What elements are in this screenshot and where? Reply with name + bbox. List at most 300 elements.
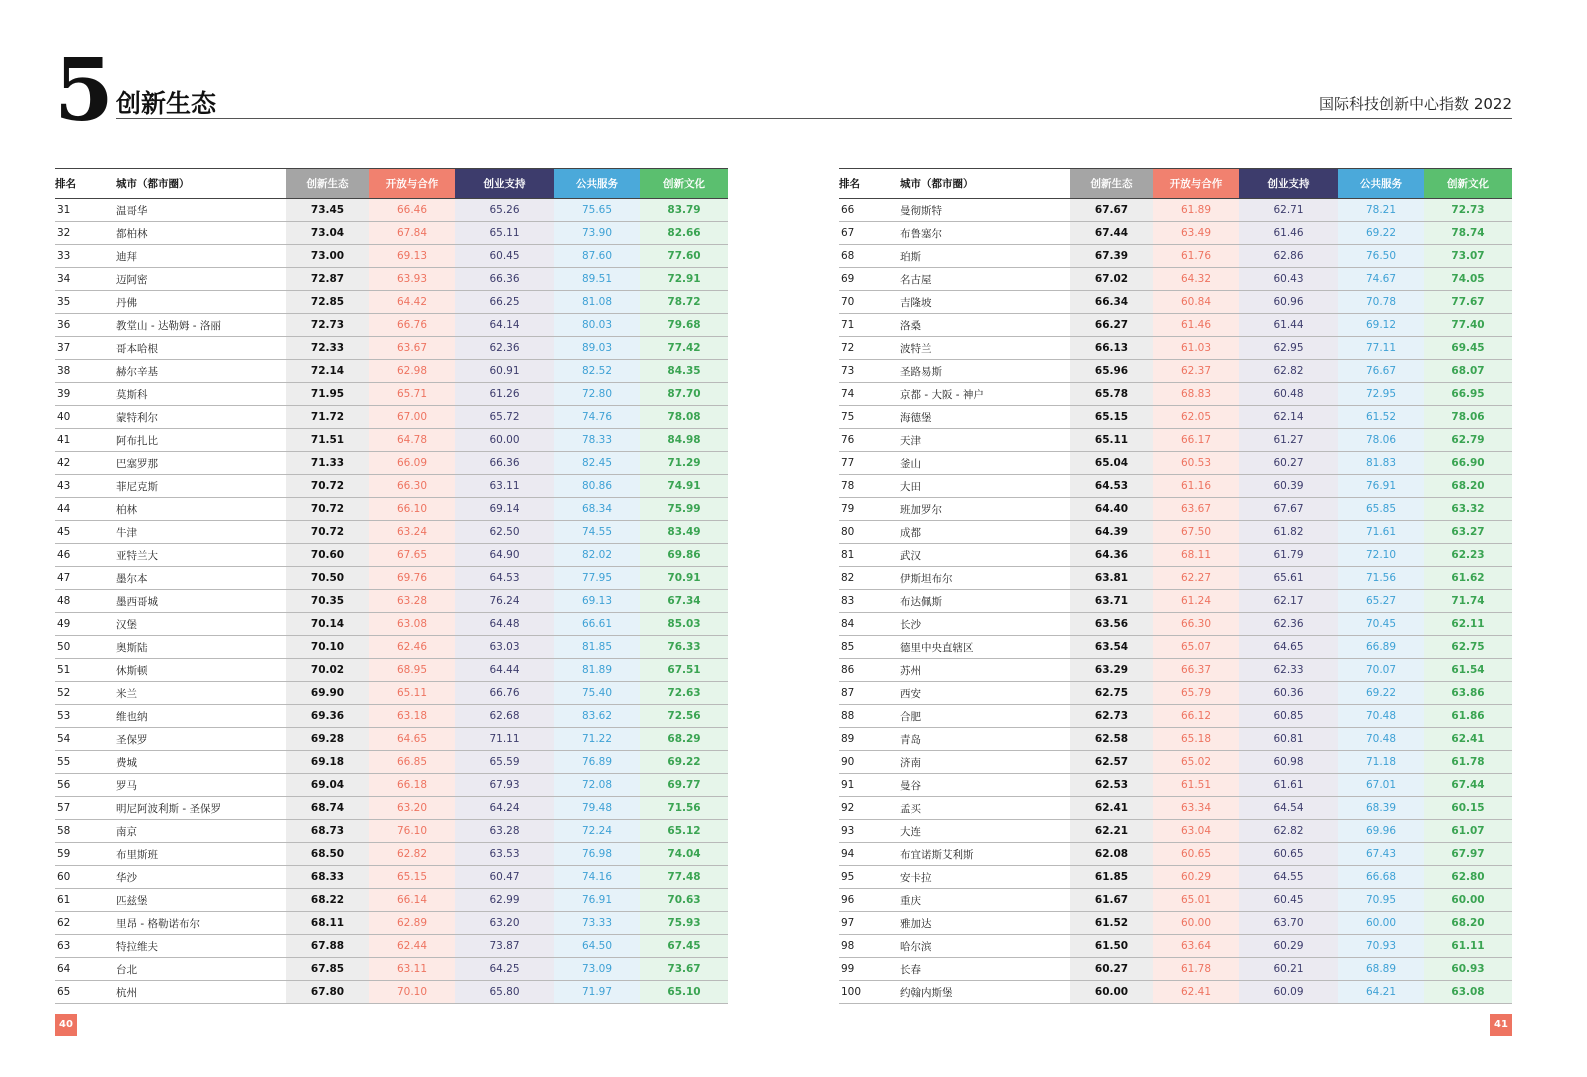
openness-score-cell: 61.78 [1153, 958, 1239, 981]
city-cell: 费城 [116, 751, 286, 774]
public-service-score-cell: 64.50 [554, 935, 640, 958]
culture-score-cell: 67.44 [1424, 774, 1512, 797]
startup-score-cell: 60.09 [1239, 981, 1338, 1004]
city-cell: 丹佛 [116, 291, 286, 314]
city-cell: 曼谷 [900, 774, 1070, 797]
rank-cell: 72 [839, 337, 900, 360]
city-cell: 班加罗尔 [900, 498, 1070, 521]
ecosystem-score-cell: 60.27 [1070, 958, 1153, 981]
ecosystem-score-cell: 65.11 [1070, 429, 1153, 452]
startup-score-cell: 64.14 [455, 314, 554, 337]
rank-cell: 67 [839, 222, 900, 245]
openness-score-cell: 64.65 [369, 728, 455, 751]
table-row [839, 705, 1512, 728]
startup-score-cell: 62.71 [1239, 199, 1338, 222]
rank-cell: 91 [839, 774, 900, 797]
rank-cell: 33 [55, 245, 116, 268]
table-row [839, 337, 1512, 360]
openness-score-cell: 70.10 [369, 981, 455, 1004]
ecosystem-score-cell: 71.72 [286, 406, 369, 429]
culture-score-cell: 84.35 [640, 360, 728, 383]
rank-cell: 95 [839, 866, 900, 889]
startup-score-cell: 63.53 [455, 843, 554, 866]
public-service-score-cell: 72.10 [1338, 544, 1424, 567]
ecosystem-score-cell: 67.88 [286, 935, 369, 958]
rank-cell: 85 [839, 636, 900, 659]
table-row [839, 774, 1512, 797]
city-cell: 华沙 [116, 866, 286, 889]
public-service-score-cell: 68.34 [554, 498, 640, 521]
city-cell: 武汉 [900, 544, 1070, 567]
culture-score-cell: 74.04 [640, 843, 728, 866]
city-cell: 蒙特利尔 [116, 406, 286, 429]
openness-score-cell: 68.95 [369, 659, 455, 682]
table-row [55, 912, 728, 935]
public-service-score-cell: 87.60 [554, 245, 640, 268]
rank-cell: 73 [839, 360, 900, 383]
startup-score-cell: 60.00 [455, 429, 554, 452]
public-service-score-cell: 75.40 [554, 682, 640, 705]
city-cell: 柏林 [116, 498, 286, 521]
startup-score-cell: 60.98 [1239, 751, 1338, 774]
city-cell: 曼彻斯特 [900, 199, 1070, 222]
city-cell: 墨尔本 [116, 567, 286, 590]
openness-score-cell: 67.65 [369, 544, 455, 567]
rank-cell: 77 [839, 452, 900, 475]
startup-score-cell: 62.68 [455, 705, 554, 728]
openness-score-cell: 61.76 [1153, 245, 1239, 268]
openness-score-cell: 60.53 [1153, 452, 1239, 475]
ecosystem-score-cell: 70.72 [286, 498, 369, 521]
culture-score-cell: 67.51 [640, 659, 728, 682]
public-service-score-cell: 72.95 [1338, 383, 1424, 406]
rank-cell: 68 [839, 245, 900, 268]
city-cell: 釜山 [900, 452, 1070, 475]
public-service-score-cell: 73.90 [554, 222, 640, 245]
table-row [55, 383, 728, 406]
table-row [839, 360, 1512, 383]
table-row [55, 705, 728, 728]
table-row [55, 314, 728, 337]
rank-cell: 58 [55, 820, 116, 843]
openness-score-cell: 66.76 [369, 314, 455, 337]
startup-score-cell: 66.76 [455, 682, 554, 705]
startup-score-cell: 60.27 [1239, 452, 1338, 475]
ecosystem-score-cell: 63.71 [1070, 590, 1153, 613]
openness-score-cell: 60.29 [1153, 866, 1239, 889]
public-service-score-cell: 81.89 [554, 659, 640, 682]
city-cell: 特拉维夫 [116, 935, 286, 958]
ecosystem-score-cell: 64.53 [1070, 475, 1153, 498]
public-service-score-cell: 66.68 [1338, 866, 1424, 889]
table-row [55, 843, 728, 866]
ecosystem-score-cell: 67.39 [1070, 245, 1153, 268]
startup-score-cell: 63.70 [1239, 912, 1338, 935]
openness-score-cell: 66.46 [369, 199, 455, 222]
startup-score-cell: 60.47 [455, 866, 554, 889]
culture-score-cell: 60.93 [1424, 958, 1512, 981]
city-cell: 约翰内斯堡 [900, 981, 1070, 1004]
rank-cell: 74 [839, 383, 900, 406]
city-cell: 莫斯科 [116, 383, 286, 406]
ecosystem-score-cell: 65.96 [1070, 360, 1153, 383]
rank-cell: 92 [839, 797, 900, 820]
city-cell: 名古屋 [900, 268, 1070, 291]
rank-cell: 59 [55, 843, 116, 866]
openness-score-cell: 66.18 [369, 774, 455, 797]
culture-score-cell: 77.60 [640, 245, 728, 268]
startup-score-cell: 60.21 [1239, 958, 1338, 981]
startup-score-cell: 61.61 [1239, 774, 1338, 797]
table-row [55, 222, 728, 245]
openness-score-cell: 65.01 [1153, 889, 1239, 912]
public-service-score-cell: 71.61 [1338, 521, 1424, 544]
table-header-row [839, 169, 1512, 199]
table-row [839, 866, 1512, 889]
culture-score-cell: 78.74 [1424, 222, 1512, 245]
city-cell: 波特兰 [900, 337, 1070, 360]
rank-cell: 79 [839, 498, 900, 521]
city-cell: 休斯顿 [116, 659, 286, 682]
openness-score-cell: 61.46 [1153, 314, 1239, 337]
openness-score-cell: 66.10 [369, 498, 455, 521]
rank-cell: 45 [55, 521, 116, 544]
ecosystem-score-cell: 71.95 [286, 383, 369, 406]
startup-score-cell: 62.33 [1239, 659, 1338, 682]
public-service-score-cell: 72.80 [554, 383, 640, 406]
public-service-score-cell: 68.89 [1338, 958, 1424, 981]
startup-score-cell: 64.25 [455, 958, 554, 981]
table-row [55, 866, 728, 889]
rank-column-header: 排名 [839, 169, 900, 199]
startup-score-cell: 62.99 [455, 889, 554, 912]
openness-score-cell: 65.71 [369, 383, 455, 406]
rank-cell: 38 [55, 360, 116, 383]
startup-score-cell: 62.14 [1239, 406, 1338, 429]
city-column-header: 城市（都市圈） [900, 169, 1070, 199]
public-service-score-cell: 71.97 [554, 981, 640, 1004]
culture-score-cell: 67.45 [640, 935, 728, 958]
city-cell: 济南 [900, 751, 1070, 774]
public-service-score-cell: 70.48 [1338, 728, 1424, 751]
table-row [55, 935, 728, 958]
culture-score-cell: 84.98 [640, 429, 728, 452]
city-cell: 维也纳 [116, 705, 286, 728]
ecosystem-score-cell: 72.14 [286, 360, 369, 383]
city-cell: 都柏林 [116, 222, 286, 245]
culture-score-cell: 82.66 [640, 222, 728, 245]
ecosystem-score-cell: 62.08 [1070, 843, 1153, 866]
startup-score-cell: 60.39 [1239, 475, 1338, 498]
public-service-score-cell: 66.89 [1338, 636, 1424, 659]
public-service-score-cell: 80.86 [554, 475, 640, 498]
rank-cell: 40 [55, 406, 116, 429]
culture-score-cell: 62.75 [1424, 636, 1512, 659]
table-row [55, 774, 728, 797]
startup-score-cell: 65.26 [455, 199, 554, 222]
rank-cell: 99 [839, 958, 900, 981]
public-service-score-cell: 81.83 [1338, 452, 1424, 475]
culture-score-cell: 60.15 [1424, 797, 1512, 820]
culture-score-cell: 87.70 [640, 383, 728, 406]
culture-score-cell: 68.20 [1424, 912, 1512, 935]
culture-score-cell: 72.73 [1424, 199, 1512, 222]
table-row [55, 567, 728, 590]
startup-column-header: 创业支持 [455, 169, 554, 199]
rank-cell: 70 [839, 291, 900, 314]
culture-score-cell: 72.63 [640, 682, 728, 705]
startup-score-cell: 62.86 [1239, 245, 1338, 268]
table-row [839, 912, 1512, 935]
rank-cell: 71 [839, 314, 900, 337]
public-service-score-cell: 74.55 [554, 521, 640, 544]
startup-score-cell: 61.79 [1239, 544, 1338, 567]
startup-score-cell: 67.93 [455, 774, 554, 797]
openness-score-cell: 63.20 [369, 797, 455, 820]
startup-score-cell: 61.26 [455, 383, 554, 406]
rank-cell: 50 [55, 636, 116, 659]
public-service-score-cell: 73.33 [554, 912, 640, 935]
rank-cell: 60 [55, 866, 116, 889]
culture-score-cell: 61.07 [1424, 820, 1512, 843]
ecosystem-score-cell: 66.27 [1070, 314, 1153, 337]
culture-score-cell: 61.78 [1424, 751, 1512, 774]
city-cell: 布鲁塞尔 [900, 222, 1070, 245]
rank-cell: 97 [839, 912, 900, 935]
public-service-score-cell: 71.18 [1338, 751, 1424, 774]
openness-score-cell: 62.89 [369, 912, 455, 935]
table-row [839, 452, 1512, 475]
rank-cell: 90 [839, 751, 900, 774]
startup-score-cell: 64.65 [1239, 636, 1338, 659]
ecosystem-score-cell: 62.41 [1070, 797, 1153, 820]
ecosystem-score-cell: 62.53 [1070, 774, 1153, 797]
ecosystem-column-header: 创新生态 [1070, 169, 1153, 199]
rank-cell: 41 [55, 429, 116, 452]
table-row [55, 613, 728, 636]
openness-score-cell: 61.51 [1153, 774, 1239, 797]
rank-cell: 49 [55, 613, 116, 636]
openness-score-cell: 66.37 [1153, 659, 1239, 682]
public-service-score-cell: 69.12 [1338, 314, 1424, 337]
public-service-score-cell: 72.24 [554, 820, 640, 843]
public-service-score-cell: 74.76 [554, 406, 640, 429]
culture-score-cell: 77.48 [640, 866, 728, 889]
startup-score-cell: 60.65 [1239, 843, 1338, 866]
ecosystem-score-cell: 67.44 [1070, 222, 1153, 245]
culture-score-cell: 67.97 [1424, 843, 1512, 866]
startup-score-cell: 64.24 [455, 797, 554, 820]
ecosystem-score-cell: 61.52 [1070, 912, 1153, 935]
table-row [55, 636, 728, 659]
rank-cell: 94 [839, 843, 900, 866]
public-service-score-cell: 69.13 [554, 590, 640, 613]
startup-score-cell: 61.46 [1239, 222, 1338, 245]
city-cell: 罗马 [116, 774, 286, 797]
culture-score-cell: 69.86 [640, 544, 728, 567]
rank-cell: 83 [839, 590, 900, 613]
rank-cell: 55 [55, 751, 116, 774]
openness-score-cell: 63.49 [1153, 222, 1239, 245]
rank-cell: 36 [55, 314, 116, 337]
city-cell: 安卡拉 [900, 866, 1070, 889]
city-cell: 青岛 [900, 728, 1070, 751]
table-row [839, 682, 1512, 705]
rank-cell: 86 [839, 659, 900, 682]
openness-score-cell: 62.41 [1153, 981, 1239, 1004]
openness-score-cell: 63.67 [1153, 498, 1239, 521]
table-row [55, 360, 728, 383]
city-cell: 阿布扎比 [116, 429, 286, 452]
table-row [839, 820, 1512, 843]
public-service-score-cell: 74.67 [1338, 268, 1424, 291]
culture-score-cell: 71.56 [640, 797, 728, 820]
public-service-score-cell: 82.45 [554, 452, 640, 475]
public-service-score-cell: 81.85 [554, 636, 640, 659]
ecosystem-score-cell: 68.50 [286, 843, 369, 866]
openness-score-cell: 69.76 [369, 567, 455, 590]
city-cell: 圣路易斯 [900, 360, 1070, 383]
startup-score-cell: 60.91 [455, 360, 554, 383]
public-service-score-cell: 76.89 [554, 751, 640, 774]
culture-score-cell: 67.34 [640, 590, 728, 613]
culture-score-cell: 79.68 [640, 314, 728, 337]
culture-score-cell: 63.27 [1424, 521, 1512, 544]
openness-score-cell: 63.67 [369, 337, 455, 360]
public-service-score-cell: 67.01 [1338, 774, 1424, 797]
ecosystem-score-cell: 65.78 [1070, 383, 1153, 406]
public-service-score-cell: 70.78 [1338, 291, 1424, 314]
rank-cell: 75 [839, 406, 900, 429]
city-cell: 哥本哈根 [116, 337, 286, 360]
ecosystem-score-cell: 63.56 [1070, 613, 1153, 636]
culture-score-cell: 68.29 [640, 728, 728, 751]
startup-score-cell: 60.29 [1239, 935, 1338, 958]
startup-score-cell: 65.61 [1239, 567, 1338, 590]
rank-cell: 65 [55, 981, 116, 1004]
openness-score-cell: 62.98 [369, 360, 455, 383]
ecosystem-score-cell: 70.50 [286, 567, 369, 590]
culture-score-cell: 61.54 [1424, 659, 1512, 682]
city-cell: 哈尔滨 [900, 935, 1070, 958]
city-cell: 合肥 [900, 705, 1070, 728]
culture-score-cell: 85.03 [640, 613, 728, 636]
culture-score-cell: 75.99 [640, 498, 728, 521]
culture-score-cell: 75.93 [640, 912, 728, 935]
rank-cell: 69 [839, 268, 900, 291]
city-cell: 京都 - 大阪 - 神户 [900, 383, 1070, 406]
culture-score-cell: 70.91 [640, 567, 728, 590]
table-row [839, 981, 1512, 1004]
public-service-score-cell: 76.67 [1338, 360, 1424, 383]
startup-score-cell: 62.82 [1239, 360, 1338, 383]
culture-score-cell: 78.06 [1424, 406, 1512, 429]
page-number-left: 40 [55, 1014, 77, 1036]
public-service-score-cell: 89.51 [554, 268, 640, 291]
startup-score-cell: 63.28 [455, 820, 554, 843]
startup-score-cell: 67.67 [1239, 498, 1338, 521]
table-row [55, 682, 728, 705]
culture-score-cell: 71.74 [1424, 590, 1512, 613]
table-row [55, 199, 728, 222]
openness-score-cell: 61.89 [1153, 199, 1239, 222]
openness-score-cell: 67.50 [1153, 521, 1239, 544]
rank-cell: 100 [839, 981, 900, 1004]
rank-cell: 61 [55, 889, 116, 912]
public-service-score-cell: 68.39 [1338, 797, 1424, 820]
rank-cell: 80 [839, 521, 900, 544]
openness-score-cell: 65.79 [1153, 682, 1239, 705]
city-cell: 奥斯陆 [116, 636, 286, 659]
city-cell: 牛津 [116, 521, 286, 544]
ecosystem-score-cell: 68.22 [286, 889, 369, 912]
public-service-score-cell: 69.22 [1338, 222, 1424, 245]
culture-score-cell: 74.91 [640, 475, 728, 498]
openness-column-header: 开放与合作 [369, 169, 455, 199]
ecosystem-score-cell: 62.73 [1070, 705, 1153, 728]
public-service-column-header: 公共服务 [1338, 169, 1424, 199]
public-service-score-cell: 79.48 [554, 797, 640, 820]
ecosystem-score-cell: 73.04 [286, 222, 369, 245]
rank-cell: 53 [55, 705, 116, 728]
startup-score-cell: 60.45 [455, 245, 554, 268]
ecosystem-score-cell: 65.15 [1070, 406, 1153, 429]
public-service-score-cell: 61.52 [1338, 406, 1424, 429]
startup-score-cell: 62.95 [1239, 337, 1338, 360]
culture-score-cell: 71.29 [640, 452, 728, 475]
public-service-score-cell: 74.16 [554, 866, 640, 889]
culture-score-cell: 60.00 [1424, 889, 1512, 912]
chapter-number: 5 [54, 40, 114, 141]
openness-score-cell: 68.11 [1153, 544, 1239, 567]
culture-score-cell: 69.45 [1424, 337, 1512, 360]
ecosystem-score-cell: 62.21 [1070, 820, 1153, 843]
ecosystem-score-cell: 68.33 [286, 866, 369, 889]
public-service-score-cell: 83.62 [554, 705, 640, 728]
table-row [839, 843, 1512, 866]
culture-score-cell: 77.42 [640, 337, 728, 360]
culture-score-cell: 62.11 [1424, 613, 1512, 636]
ecosystem-score-cell: 61.50 [1070, 935, 1153, 958]
city-cell: 教堂山 - 达勒姆 - 洛丽 [116, 314, 286, 337]
culture-score-cell: 78.08 [640, 406, 728, 429]
ecosystem-score-cell: 70.72 [286, 521, 369, 544]
culture-score-cell: 63.08 [1424, 981, 1512, 1004]
openness-score-cell: 65.15 [369, 866, 455, 889]
ecosystem-score-cell: 67.85 [286, 958, 369, 981]
culture-score-cell: 78.72 [640, 291, 728, 314]
culture-score-cell: 62.41 [1424, 728, 1512, 751]
openness-score-cell: 65.07 [1153, 636, 1239, 659]
startup-score-cell: 62.50 [455, 521, 554, 544]
rank-cell: 48 [55, 590, 116, 613]
rank-cell: 47 [55, 567, 116, 590]
rank-cell: 66 [839, 199, 900, 222]
public-service-score-cell: 71.56 [1338, 567, 1424, 590]
culture-score-cell: 68.20 [1424, 475, 1512, 498]
rank-cell: 56 [55, 774, 116, 797]
city-cell: 伊斯坦布尔 [900, 567, 1070, 590]
public-service-score-cell: 70.07 [1338, 659, 1424, 682]
public-service-score-cell: 81.08 [554, 291, 640, 314]
city-cell: 大连 [900, 820, 1070, 843]
ecosystem-column-header: 创新生态 [286, 169, 369, 199]
openness-score-cell: 65.18 [1153, 728, 1239, 751]
culture-score-cell: 77.40 [1424, 314, 1512, 337]
city-cell: 孟买 [900, 797, 1070, 820]
table-row [839, 314, 1512, 337]
table-row [839, 797, 1512, 820]
